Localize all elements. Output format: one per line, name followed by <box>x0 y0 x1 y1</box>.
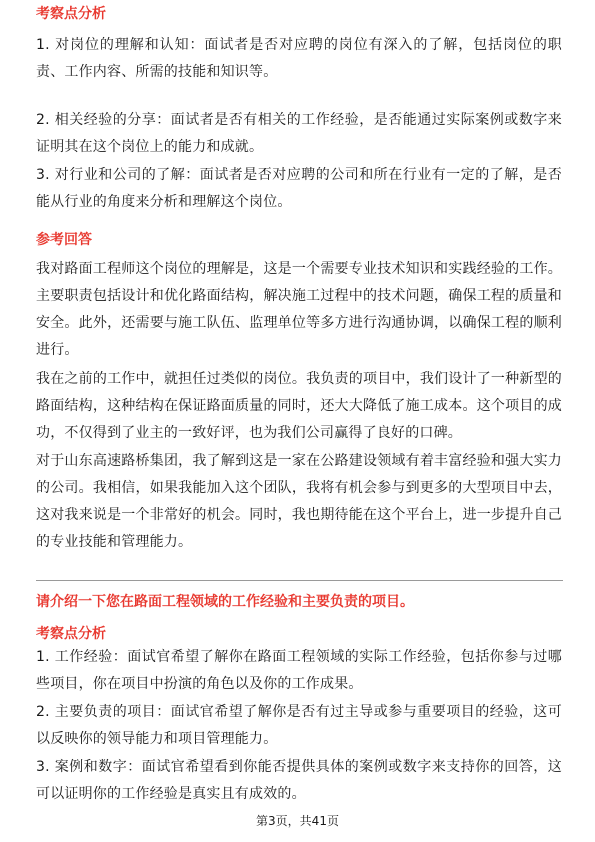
analysis-point-3: 3. 对行业和公司的了解：面试者是否对应聘的公司和所在行业有一定的了解，是否能从行业的角度来分析和理解这个岗位。 <box>36 167 562 210</box>
analysis-point-2: 2. 相关经验的分享：面试者是否有相关的工作经验，是否能通过实际案例或数字来证明其在这个岗位上的能力和成就。 <box>36 112 562 155</box>
answer-paragraph-1: 我对路面工程师这个岗位的理解是，这是一个需要专业技术知识和实践经验的工作。主要职责包括设计和优化路面结构，解决施工过程中的技术问题，确保工程的质量和安全。此外，还需要与施工队伍、监理单位等多方进行沟通协调，以确保工程的顺利进行。 <box>36 261 562 358</box>
analysis2-point-1: 1. 工作经验：面试官希望了解你在路面工程领域的实际工作经验，包括你参与过哪些项目，你在项目中扮演的角色以及你的工作成果。 <box>36 649 562 692</box>
section-heading-analysis: 考察点分析 <box>36 6 106 22</box>
section-heading-answer: 参考回答 <box>36 232 92 248</box>
answer-paragraph-2: 我在之前的工作中，就担任过类似的岗位。我负责的项目中，我们设计了一种新型的路面结构，这种结构在保证路面质量的同时，还大大降低了施工成本。这个项目的成功，不仅得到了业主的一致好评，也为我们公司赢得了良好的口碑。 <box>36 371 562 441</box>
analysis2-point-2: 2. 主要负责的项目：面试官希望了解你是否有过主导或参与重要项目的经验，这可以反映你的领导能力和项目管理能力。 <box>36 704 562 747</box>
question-title: 请介绍一下您在路面工程领域的工作经验和主要负责的项目。 <box>36 594 414 610</box>
answer-paragraph-3: 对于山东高速路桥集团，我了解到这是一家在公路建设领域有着丰富经验和强大实力的公司。我相信，如果我能加入这个团队，我将有机会参与到更多的大型项目中去，这对我来说是一个非常好的机会。同时，我也期待能在这个平台上，进一步提升自己的专业技能和管理能力。 <box>36 453 562 550</box>
section-heading-analysis-2: 考察点分析 <box>36 626 106 642</box>
analysis2-point-3: 3. 案例和数字：面试官希望看到你能否提供具体的案例或数字来支持你的回答，这可以证明你的工作经验是真实且有成效的。 <box>36 759 562 802</box>
analysis-point-1: 1. 对岗位的理解和认知：面试者是否对应聘的岗位有深入的了解，包括岗位的职责、工作内容、所需的技能和知识等。 <box>36 37 562 80</box>
page-number: 第3页，共41页 <box>256 814 339 828</box>
section-divider <box>36 580 563 581</box>
